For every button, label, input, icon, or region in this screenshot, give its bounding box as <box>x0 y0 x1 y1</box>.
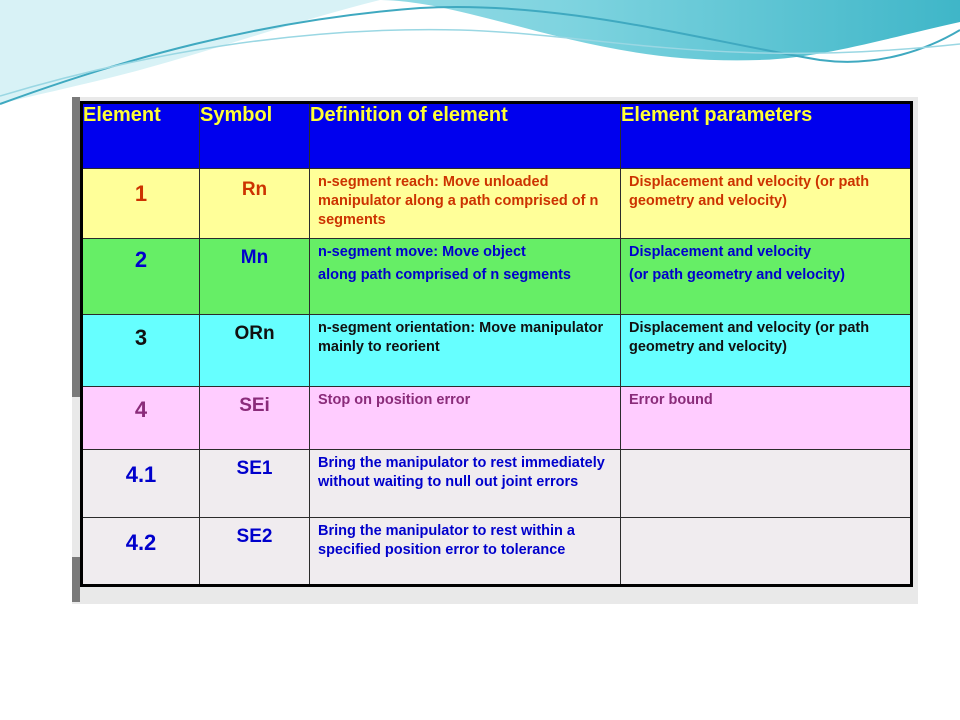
element-definition: n-segment reach: Move unloaded manipulator along a path comprised of n segments <box>310 169 621 239</box>
header-element: Element <box>82 103 200 169</box>
table-row <box>82 169 912 239</box>
element-symbol: SEi <box>200 387 310 450</box>
element-parameters: Displacement and velocity (or path geometry and velocity) <box>621 169 912 239</box>
element-number: 4.2 <box>82 518 200 586</box>
element-symbol: Rn <box>200 169 310 239</box>
element-definition: Stop on position error <box>310 387 621 450</box>
element-number: 4.1 <box>82 450 200 518</box>
element-parameters <box>621 239 912 315</box>
element-symbol: SE1 <box>200 450 310 518</box>
element-definition: Bring the manipulator to rest immediately without waiting to null out joint errors <box>310 450 621 518</box>
table-row <box>82 315 912 387</box>
element-definition <box>310 239 621 315</box>
element-symbol: ORn <box>200 315 310 387</box>
header-symbol: Symbol <box>200 103 310 169</box>
table-row <box>82 450 912 518</box>
header-definition: Definition of element <box>310 103 621 169</box>
frame-edge-left-lower <box>72 557 80 602</box>
element-definition: n-segment orientation: Move manipulator mainly to reorient <box>310 315 621 387</box>
element-definition: Bring the manipulator to rest within a specified position error to tolerance <box>310 518 621 586</box>
element-symbol: SE2 <box>200 518 310 586</box>
element-parameters: Displacement and velocity (or path geometry and velocity) <box>621 315 912 387</box>
element-parameters <box>621 518 912 586</box>
header-parameters: Element parameters <box>621 103 912 169</box>
definition-line: n-segment move: Move object <box>318 244 526 260</box>
element-number: 1 <box>82 169 200 239</box>
definition-line: along path comprised of n segments <box>318 267 571 283</box>
parameters-line: (or path geometry and velocity) <box>629 267 845 283</box>
robot-motion-elements-table <box>80 101 913 587</box>
frame-edge-left <box>72 97 80 397</box>
element-number: 2 <box>82 239 200 315</box>
table-row <box>82 518 912 586</box>
element-number: 3 <box>82 315 200 387</box>
element-parameters: Error bound <box>621 387 912 450</box>
element-parameters <box>621 450 912 518</box>
header-row <box>82 103 912 169</box>
element-symbol: Mn <box>200 239 310 315</box>
table-row <box>82 387 912 450</box>
parameters-line: Displacement and velocity <box>629 244 812 260</box>
element-number: 4 <box>82 387 200 450</box>
table-row <box>82 239 912 315</box>
